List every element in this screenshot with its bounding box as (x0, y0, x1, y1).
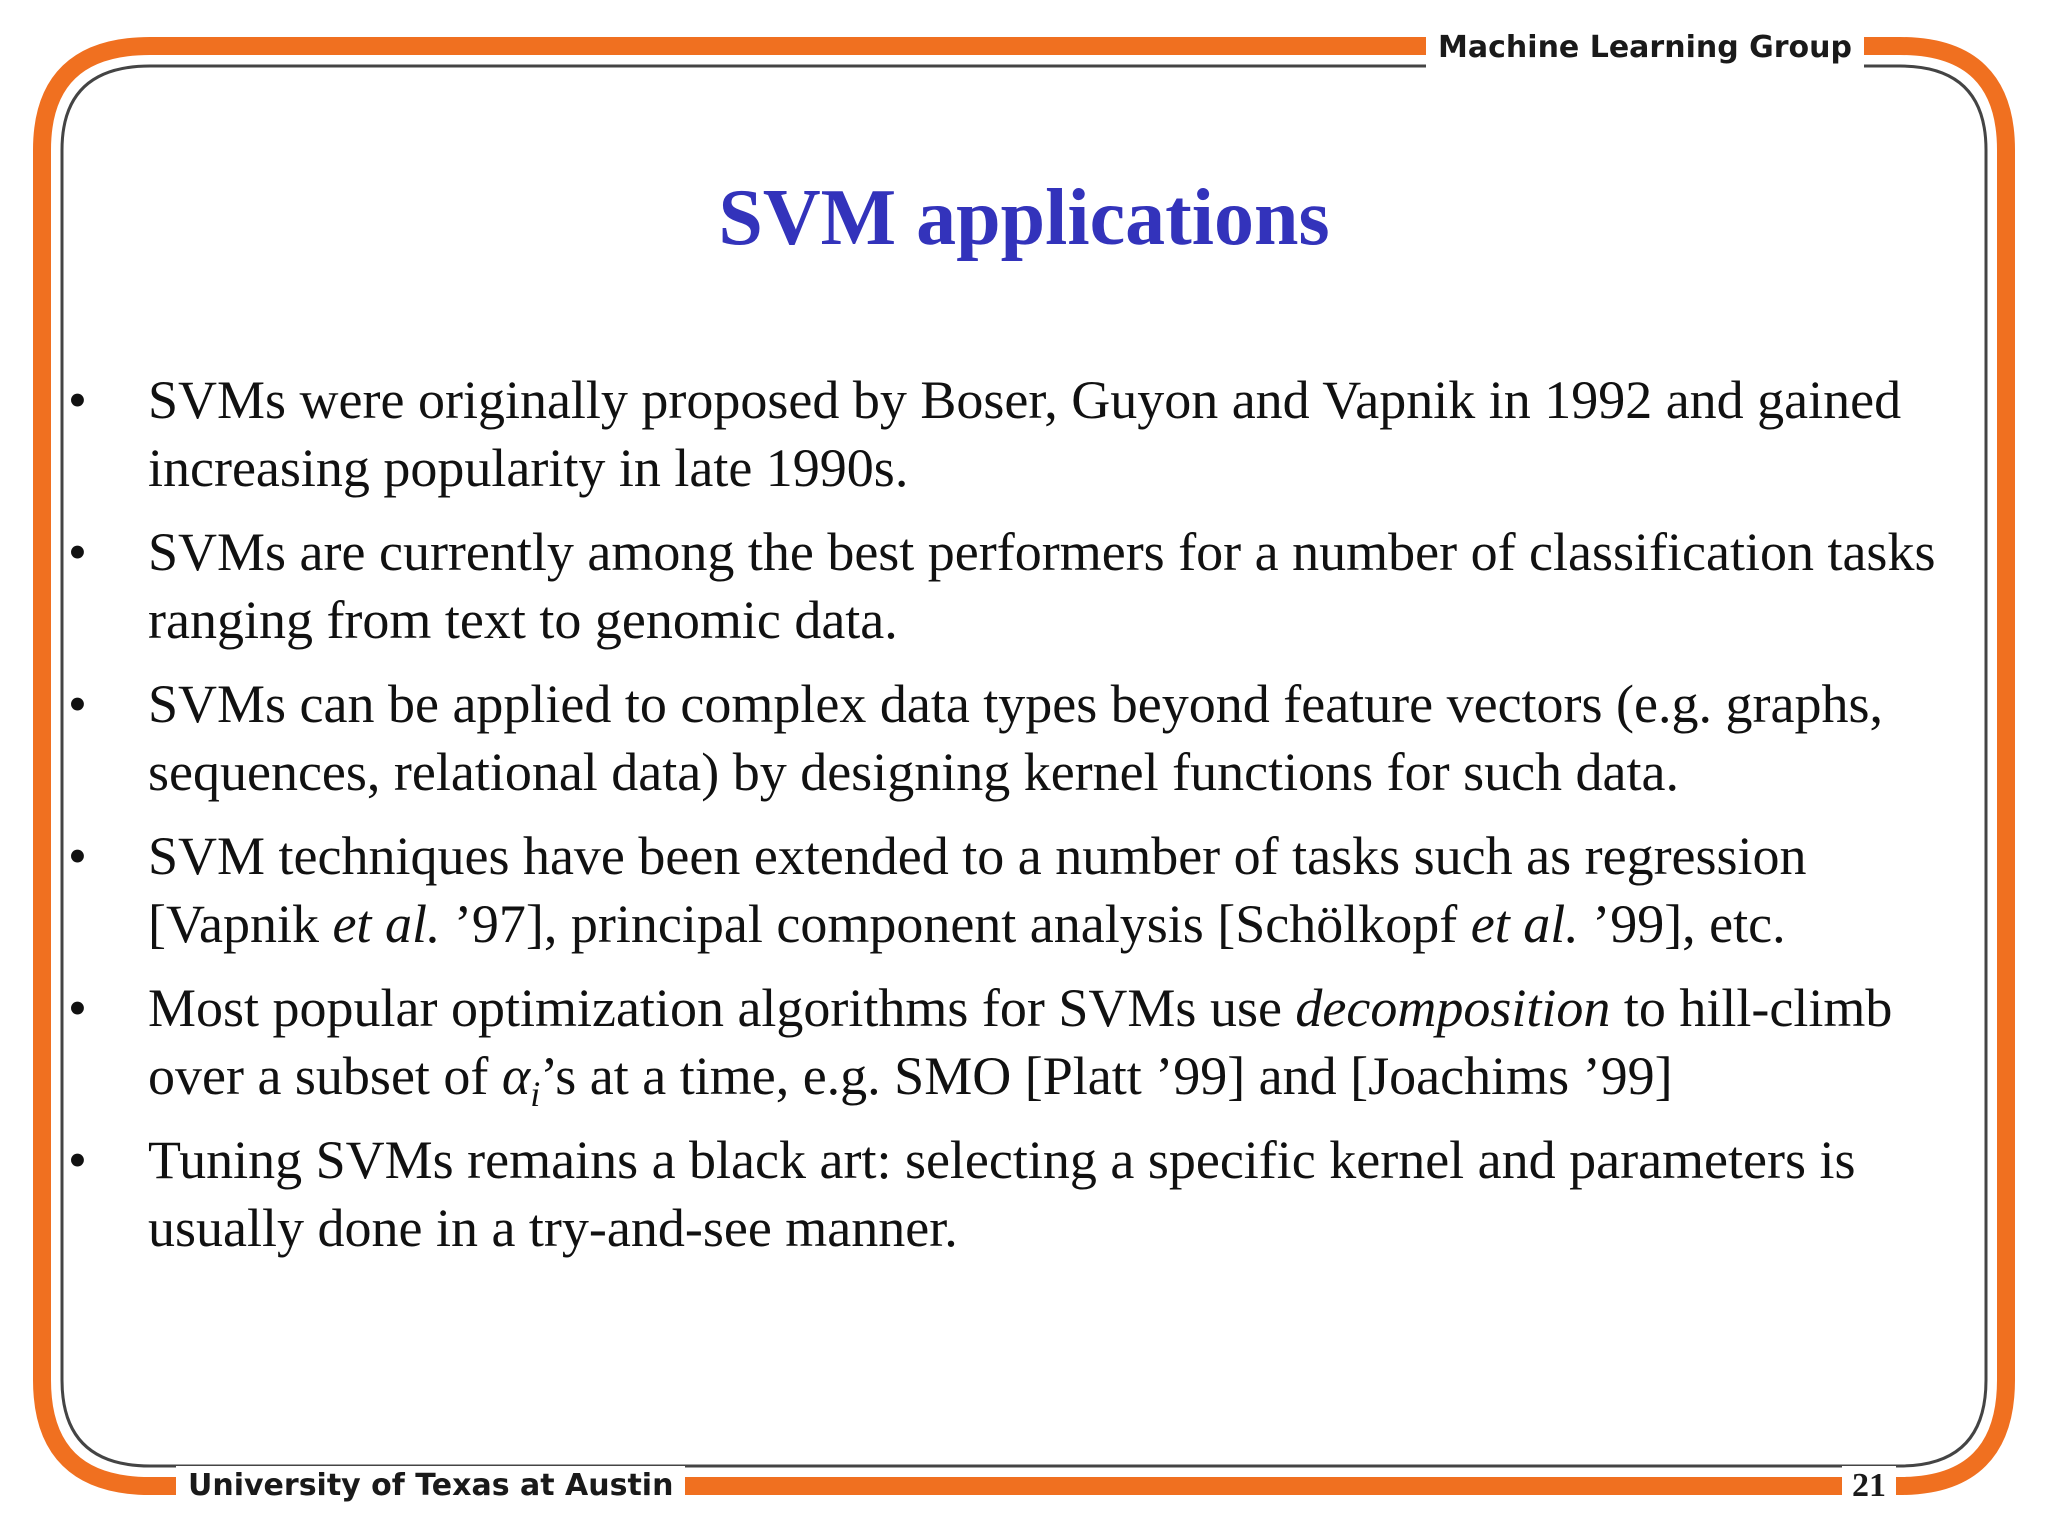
italic-text: et al. (1470, 894, 1579, 954)
bullet-item (148, 518, 1988, 654)
group-label: Machine Learning Group (1426, 28, 1864, 68)
bullet-item (148, 974, 1988, 1114)
alpha-subscript: i (530, 1073, 541, 1114)
italic-text: et al. (332, 894, 441, 954)
alpha-symbol (501, 1046, 541, 1114)
institution-label: University of Texas at Austin (176, 1466, 685, 1506)
bullet-text: SVM techniques have been extended to a number of tasks such as regression [Vapnik (148, 826, 1807, 954)
bullet-text: Tuning SVMs remains a black art: selecting a specific kernel and parameters is usually done in a try-and-see manner. (148, 1130, 1856, 1258)
bullet-text: SVMs can be applied to complex data types beyond feature vectors (e.g. graphs, sequences, relational data) by designing kernel functions for such data. (148, 674, 1883, 802)
bullet-text: SVMs were originally proposed by Boser, Guyon and Vapnik in 1992 and gained increasing popularity in late 1990s. (148, 370, 1902, 498)
bullet-text: to hill-climb over a subset of (148, 978, 1893, 1106)
bullet-text: ’97], principal component analysis [Schölkopf (440, 894, 1471, 954)
bullet-item (148, 670, 1988, 806)
bullet-item (148, 822, 1988, 958)
bullet-item (148, 366, 1988, 502)
bullet-text: ’s at a time, e.g. SMO [Platt ’99] and [Joachims ’99] (540, 1046, 1673, 1106)
alpha-char: α (501, 1046, 531, 1106)
bullet-text: ’99], etc. (1578, 894, 1786, 954)
bullet-item (148, 1126, 1988, 1262)
page-number: 21 (1842, 1466, 1896, 1506)
bullet-list (148, 366, 1988, 1278)
italic-text: decomposition (1295, 978, 1611, 1038)
slide-title: SVM applications (718, 174, 1330, 262)
bullet-text: Most popular optimization algorithms for SVMs use (148, 978, 1296, 1038)
bullet-text: SVMs are currently among the best performers for a number of classification tasks ranging from text to genomic data. (148, 522, 1936, 650)
